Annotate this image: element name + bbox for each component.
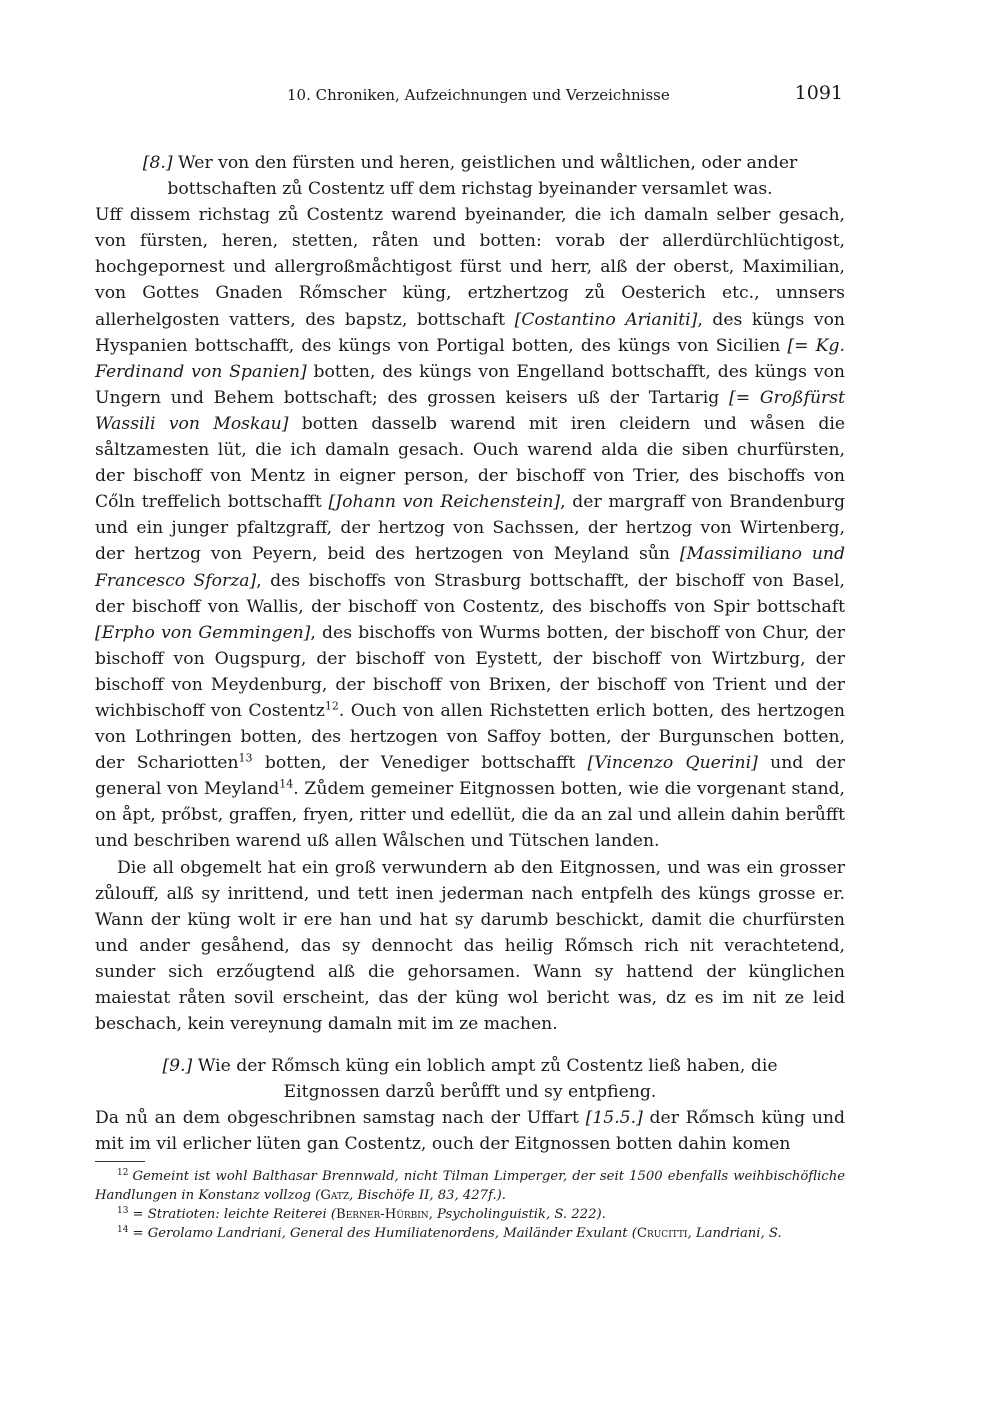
- footnote-ref-12[interactable]: 12: [324, 699, 339, 713]
- text-run: und der general von Meyland: [95, 753, 845, 800]
- author-name: Crucitti: [636, 1226, 688, 1241]
- editorial-note: [15.5.]: [585, 1108, 643, 1129]
- section-8-heading: [95, 150, 845, 202]
- footnote-text: Gemeint ist wohl Balthasar Brennwald, nicht Tilman Limperger, der seit 1500 ebenfalls weihbischöfliche Handlungen in Konstanz vollzog (: [95, 1169, 845, 1203]
- editorial-note: [Costantino Arianiti]: [514, 309, 698, 330]
- text-run: botten, des küngs von Engelland bottschafft, des küngs von Ungern und Behem bottschaft; des grossen keisers uß der Tartarig: [95, 361, 845, 408]
- section-8-title: Wer von den fürsten und heren, geistlichen und wåltlichen, oder ander bottschaften zů Costentz uff dem richstag byeinander versamlet was.: [167, 153, 798, 200]
- editorial-note: [Massimiliano und Francesco Sforza]: [95, 544, 845, 591]
- footnote-text: , Psycholinguistik, S. 222).: [428, 1207, 606, 1222]
- section-9-paragraph-1: [95, 1105, 845, 1157]
- footnote-ref-14[interactable]: 14: [279, 777, 294, 791]
- footnote-mark: 12: [117, 1167, 129, 1178]
- section-8-paragraph-2: Die all obgemelt hat ein groß verwundern ab den Eitgnossen, und was ein grosser zůlouff, alß sy inrittend, und tett inen jederman nach entpfelh des küngs grosse er. Wann der küng wolt ir ere han und hat sy darumb beschickt, damit die churfürsten und ander gesåhend, das sy dennocht das heilig Rőmsch rich nit verachtetend, sunder sich erzőugtend alß die gehorsamen. Wann sy hattend der künglichen maiestat råten sovil erscheint, das der küng wol bericht was, dz es im nit ze leid beschach, kein vereynung damaln mit im ze machen.: [95, 857, 845, 1035]
- footnote-mark: 13: [117, 1205, 129, 1216]
- editorial-note: [Vincenzo Querini]: [587, 753, 758, 774]
- footnote-rule: [95, 1161, 145, 1162]
- author-name: Berner-Hürbin: [336, 1207, 429, 1222]
- text-run: , des bischoffs von Strasburg bottschafft, der bischoff von Basel, der bischoff von Wallis, der bischoff von Costentz, des bischoffs von Spir bottschaft: [95, 570, 845, 617]
- editorial-note: [Johann von Reichenstein]: [328, 492, 561, 513]
- text-run: . Ouch von allen Richstetten erlich botten, des hertzogen von Lothringen botten, des hertzogen von Saffoy botten, der Burgunschen botten, der Schariotten: [95, 700, 845, 774]
- editorial-note: [= Kg. Ferdinand von Spanien]: [95, 335, 845, 382]
- text-run: , des küngs von Hyspanien bottschafft, des küngs von Portigal botten, des küngs von Sicilien: [95, 309, 845, 356]
- author-name: Gatz: [320, 1188, 350, 1203]
- section-9-title: Wie der Rőmsch küng ein loblich ampt zů Costentz ließ haben, die Eitgnossen darzů berůfft und sy entpfieng.: [192, 1056, 778, 1103]
- footnote-mark: 14: [117, 1224, 129, 1235]
- text-run: der Rőmsch küng und mit im vil erlicher lüten gan Costentz, ouch der Eitgnossen botten dahin komen: [95, 1108, 845, 1155]
- text-run: botten, der Venediger bottschafft: [252, 753, 588, 774]
- footnote-14: [95, 1224, 845, 1243]
- section-8-paragraph-1: [95, 202, 845, 854]
- footnote-12: [95, 1167, 845, 1205]
- main-text: [95, 150, 845, 1158]
- section-9-number: [9.]: [162, 1056, 193, 1077]
- footnote-text: = Stratioten: leichte Reiterei (: [132, 1207, 337, 1222]
- section-8-number: [8.]: [142, 153, 173, 173]
- text-run: , der margraff von Brandenburg und ein junger pfaltzgraff, der hertzog von Sachssen, der hertzog von Wirtenberg, der hertzog von Peyern, beid des hertzogen von Meyland sůn: [95, 492, 846, 565]
- section-9-heading: [95, 1053, 845, 1105]
- text-run: Uff dissem richstag zů Costentz warend byeinander, die ich damaln selber gesach, von fürsten, heren, stetten, råten und botten: vorab der allerdürchlüchtigost, hochgepornest und allergroßmåchtigost fürst und herr, alß der oberst, Maximilian, von Gottes Gnaden Rőmscher küng, ertzhertzog zů Oesterich etc., unnsers allerhelgosten vatters, des bapstz, bottschaft: [95, 205, 845, 330]
- footnote-ref-13[interactable]: 13: [238, 751, 253, 765]
- running-head: [95, 82, 845, 110]
- footnotes: [95, 1161, 845, 1243]
- footnote-text: = Gerolamo Landriani, General des Humiliatenordens, Mailänder Exulant (: [132, 1226, 637, 1241]
- text-run: . Zůdem gemeiner Eitgnossen botten, wie die vorgenant stand, on åpt, prőbst, graffen, fryen, ritter und edellüt, die da an zal und allein dahin berůfft und beschriben warend uß allen Wålschen und Tütschen landen.: [95, 779, 845, 852]
- footnote-text: , Bischöfe II, 83, 427f.).: [349, 1188, 506, 1203]
- text-run: , des bischoffs von Wurms botten, der bischoff von Chur, der bischoff von Ougspurg, der bischoff von Eystett, der bischoff von Wirtzburg, der bischoff von Meydenburg, der bischoff von Brixen, der bischoff von Trient und der wichbischoff von Costentz: [95, 622, 845, 721]
- section-gap: [95, 1037, 845, 1053]
- text-run: botten dasselb warend mit iren cleidern und wåsen die såltzamesten lüt, die ich damaln gesach. Ouch warend alda die siben churfürsten, der bischoff von Mentz in eigner person, der bischoff von Trier, des bischoffs von Cőln treffelich bottschafft: [95, 413, 846, 513]
- footnote-text: , Landriani, S.: [687, 1226, 782, 1241]
- text-run: Da nů an dem obgeschribnen samstag nach der Uffart: [95, 1108, 586, 1129]
- editorial-note: [= Großfürst Wassili von Moskau]: [95, 387, 845, 434]
- page-number: 1091: [794, 82, 843, 104]
- footnote-13: [95, 1205, 845, 1224]
- running-title: 10. Chroniken, Aufzeichnungen und Verzeichnisse: [287, 86, 670, 104]
- editorial-note: [Erpho von Gemmingen]: [95, 622, 311, 643]
